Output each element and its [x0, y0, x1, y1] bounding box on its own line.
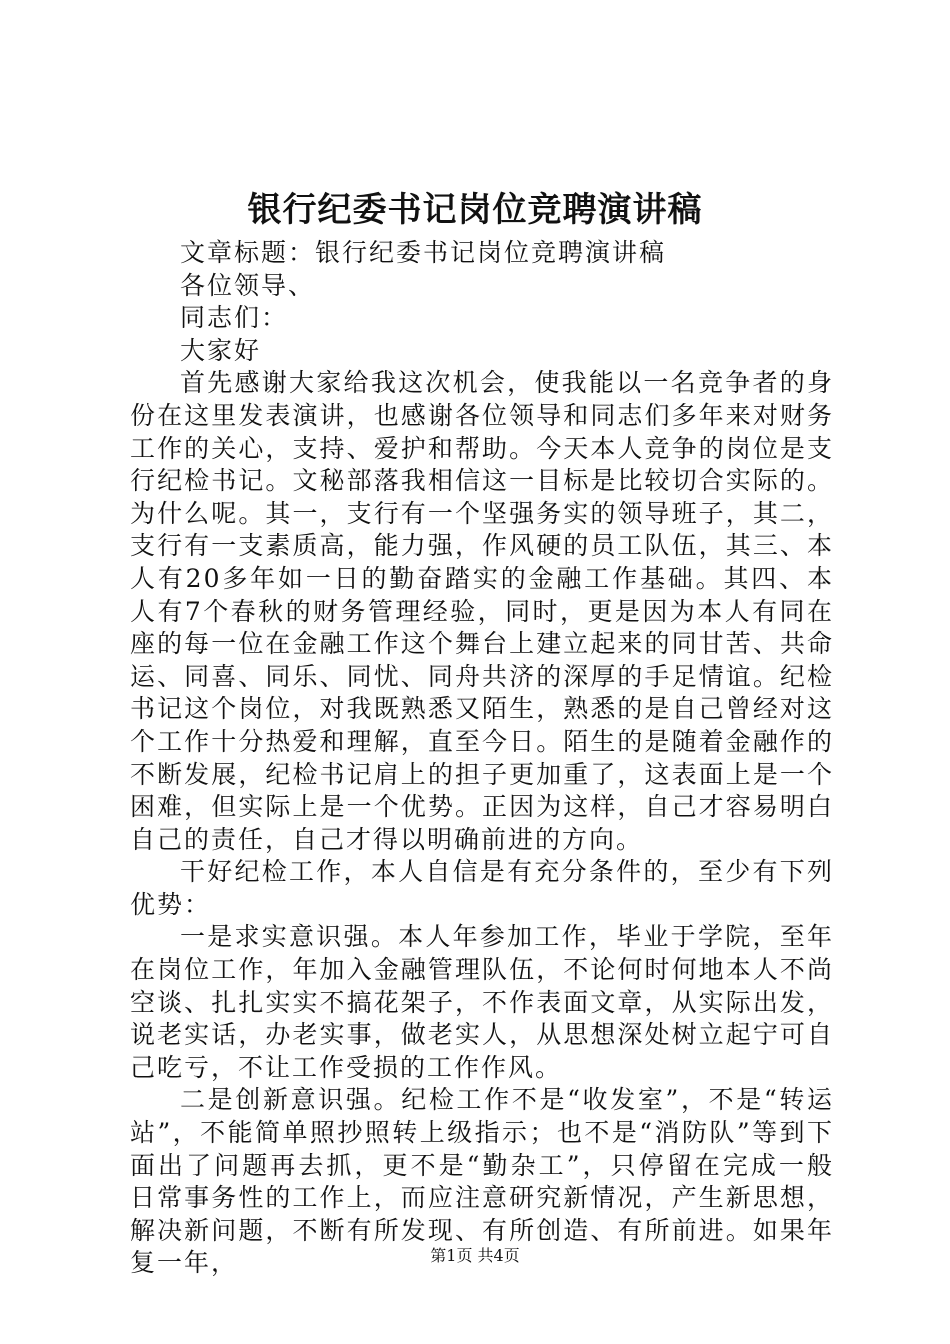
paragraph-advantages-intro: 干好纪检工作，本人自信是有充分条件的，至少有下列优势：: [130, 857, 834, 919]
paragraph-advantage-one: 一是求实意识强。本人年参加工作，毕业于学院，至年在岗位工作，年加入金融管理队伍，不论何时何地本人不尚空谈、扎扎实实不搞花架子，不作表面文章，从实际出发，说老实话，办老实事，做老实人，从思想深处树立起宁可自己吃亏，不让工作受损的工作作风。: [130, 922, 834, 1082]
paragraph-greeting: 大家好: [180, 335, 262, 365]
page-footer: 第1页 共4页: [430, 1246, 520, 1265]
document-body: [130, 237, 834, 1280]
paragraph-introduction: 首先感谢大家给我这次机会，使我能以一名竞争者的身份在这里发表演讲，也感谢各位领导和同志们多年来对财务工作的关心，支持、爱护和帮助。今天本人竞争的岗位是支行纪检书记。文秘部落我相信这一目标是比较切合实际的。为什么呢。其一，支行有一个坚强务实的领导班子，其二，支行有一支素质高，能力强，作风硬的员工队伍，其三、本人有20多年如一日的勤奋踏实的金融工作基础。其四、本人有7个春秋的财务管理经验，同时，更是因为本人有同在座的每一位在金融工作这个舞台上建立起来的同甘苦、共命运、同喜、同乐、同忧、同舟共济的深厚的手足情谊。纪检书记这个岗位，对我既熟悉又陌生，熟悉的是自己曾经对这个工作十分热爱和理解，直至今日。陌生的是随着金融作的不断发展，纪检书记肩上的担子更加重了，这表面上是一个困难，但实际上是一个优势。正因为这样，自己才容易明白自己的责任，自己才得以明确前进的方向。: [130, 368, 834, 854]
paragraph-salutation-comrades: 同志们：: [180, 303, 289, 333]
document-title: 银行纪委书记岗位竞聘演讲稿: [247, 190, 703, 230]
paragraph-article-title: 文章标题：银行纪委书记岗位竞聘演讲稿: [180, 238, 667, 267]
paragraph-advantage-two: 二是创新意识强。纪检工作不是“收发室”，不是“转运站”，不能简单照抄照转上级指示；也不是“消防队”等到下面出了问题再去抓，更不是“勤杂工”，只停留在完成一般日常事务性的工作上，而应注意研究新情况，产生新思想，解决新问题，不断有所发现、有所创造、有所前进。如果年复一年，: [130, 1085, 834, 1278]
paragraph-salutation-leaders: 各位领导、: [180, 270, 316, 300]
